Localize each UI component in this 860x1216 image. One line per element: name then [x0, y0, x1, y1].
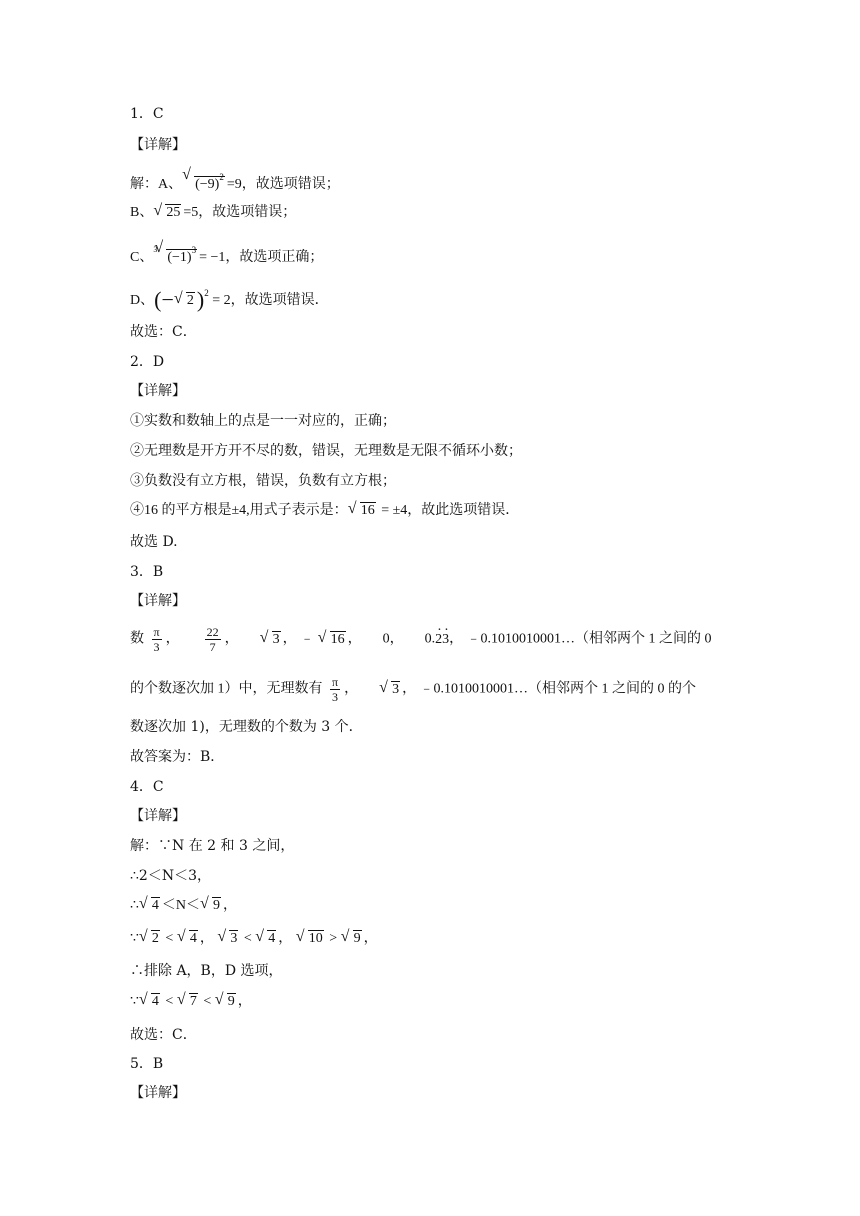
- q4-line-6: ∵√ 4 < √ 7 < √ 9 ，: [130, 993, 252, 1011]
- fraction-22-over-7: $\frac{22}{7}$: [206, 625, 219, 654]
- q5-detail-label: 【详解】: [130, 1085, 186, 1101]
- q3-detail-label: 【详解】: [130, 593, 186, 609]
- q3-answer-heading: 3．B: [130, 564, 164, 580]
- q4-line-2: ∴2＜N＜3，: [130, 868, 211, 884]
- q2-item-3: ③负数没有立方根，错误，负数有立方根；: [130, 473, 396, 489]
- q3-number-list: 数 $\frac{\pi}{3}$ ， $\frac{22}{7}$ ， √ 3 ， ﹣ √ 16 ， 0， 0.2 ·3 ·， ﹣0.1010010001…（相邻两个 1 之间的 0: [130, 625, 712, 654]
- q4-detail-label: 【详解】: [130, 808, 186, 824]
- q2-item-2: ②无理数是开方开不尽的数，错误，无理数是无限不循环小数；: [130, 443, 522, 459]
- q3-final-answer: 故答案为：B．: [130, 749, 225, 765]
- q4-final-answer: 故选：C．: [130, 1027, 197, 1043]
- q1-option-a: 解：A、√ $(-9)^2 =9$，故选项错误；: [130, 168, 340, 194]
- q4-line-1: 解：∵N 在 2 和 3 之间，: [130, 838, 295, 854]
- q2-item-4: ④16 的平方根是±4,用式子表示是：√ 16 = ±4，故此选项错误．: [130, 502, 519, 520]
- q2-item-1: ①实数和数轴上的点是一一对应的，正确；: [130, 413, 396, 429]
- q3-irrational-list: 的个数逐次加 1）中，无理数有 $\frac{\pi}{3}$ ， √ 3 ， ﹣0.1010010001…（相邻两个 1 之间的 0 的个: [130, 675, 696, 704]
- q2-final-answer: 故选 D.: [130, 534, 178, 550]
- q4-answer-heading: 4．C: [130, 779, 164, 795]
- q1-detail-label: 【详解】: [130, 137, 186, 153]
- q2-detail-label: 【详解】: [130, 383, 186, 399]
- q1-answer-heading: 1．C: [130, 106, 164, 122]
- q5-answer-heading: 5．B: [130, 1056, 164, 1072]
- fraction-pi-over-3: $\frac{\pi}{3}$: [153, 625, 160, 654]
- fraction-pi-over-3-b: $\frac{\pi}{3}$: [332, 675, 339, 704]
- q1-option-c: C、$^3$√ $(-1)^3 = -1$，故选项正确；: [130, 241, 323, 267]
- q1-final-answer: 故选：C．: [130, 324, 197, 340]
- q3-line-3: 数逐次加 1)，无理数的个数为 3 个．: [130, 719, 363, 735]
- q2-answer-heading: 2．D: [130, 354, 165, 370]
- q4-line-4: ∵√ 2 < √ 4 ， √ 3 < √ 4 ， √ 10 > √ 9 ，: [130, 930, 378, 948]
- q4-line-3: ∴√ 4 ＜N＜√ 9 ，: [130, 897, 237, 915]
- q1-option-b: B、√ 25 =5，故选项错误；: [130, 204, 296, 222]
- q1-option-d: D、(−√ 2 )$^2$ = 2，故选项错误．: [130, 284, 329, 310]
- q4-line-5: ∴排除 A，B，D 选项，: [130, 963, 283, 979]
